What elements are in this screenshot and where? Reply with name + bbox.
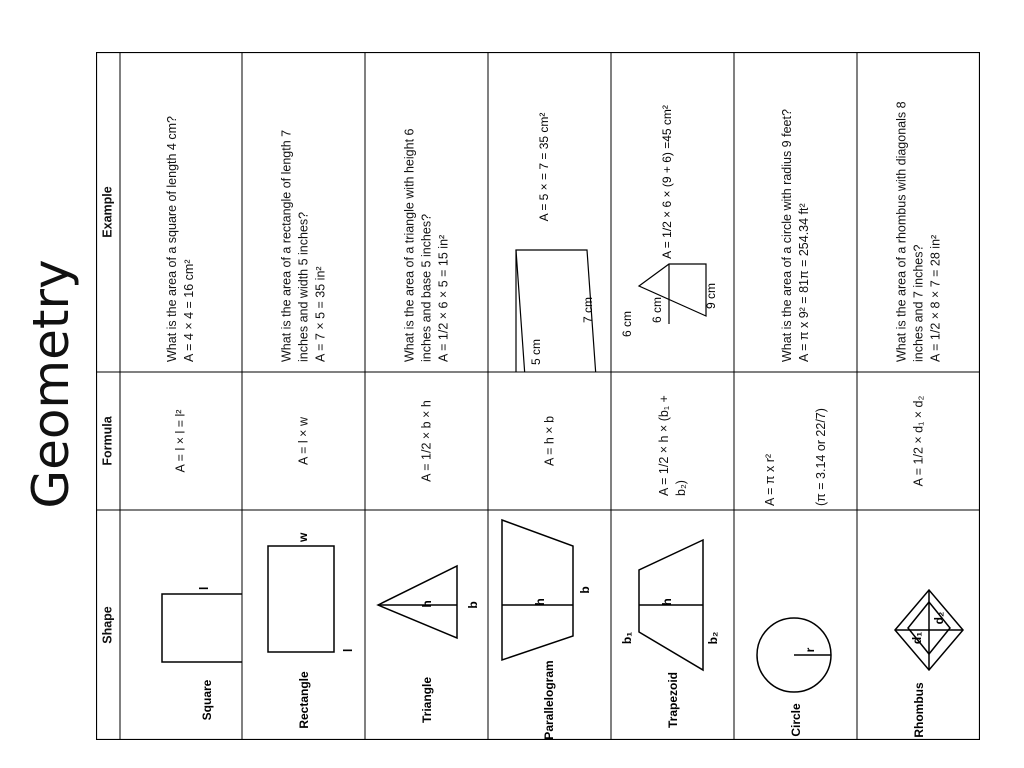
example-text-line: What is the area of a square of length 4 cm? [165,116,180,362]
rhombus-d1-label: d₁ [910,631,924,645]
example-text-line: A = 1/2 × 8 × 7 = 28 in² [927,234,942,362]
example-text-line: inches and base 5 inches? [419,213,434,362]
triangle-shape [378,566,457,638]
example-text-line: A = 4 × 4 = 16 cm² [182,259,196,362]
example-text-line: inches and width 5 inches? [296,211,311,362]
example-square [120,52,242,372]
parallelogram-example-figure [488,52,611,372]
shape-name: Parallelogram [542,660,556,740]
header-shape: Shape [100,606,115,644]
rectangle-length-label: l [341,648,355,652]
example-circle [734,52,857,372]
example-text-line: What is the area of a circle with radius 9 feet? [779,109,794,362]
geometry-table [96,52,980,740]
trapezoid-example-b1: 6 cm [620,310,634,338]
parallelogram-height-label: h [533,598,547,606]
header-formula: Formula [100,416,115,466]
example-text-line: inches and 7 inches? [911,244,926,362]
parallelogram-figure [488,510,611,740]
shape-name: Circle [789,703,803,737]
trapezoid-figure [611,510,734,740]
shape-name: Trapezoid [666,671,680,729]
rhombus-figure [857,510,980,740]
rectangle-width-label: w [296,532,310,542]
trapezoid-b2-label: b₂ [706,631,720,645]
formula-rectangle: A = l × w [296,417,311,465]
rhombus-d2-label: d₂ [932,611,946,625]
example-text-line: A = 5 × = 7 = 35 cm² [537,112,551,222]
example-trapezoid [611,52,734,372]
example-rectangle [242,52,365,372]
parallelogram-example-height: 5 cm [529,338,543,366]
example-text-line: A = 1/2 × 6 × (9 + 6) =45 cm² [660,105,674,259]
formula-circle: A = π x r² (π = 3.14 or 22/7) [734,372,857,510]
shape-square [120,510,242,740]
square-side-label: l [197,586,211,590]
shape-name: Rectangle [297,671,311,729]
trapezoid-b1-label: b₁ [620,631,634,645]
example-rhombus [857,52,980,372]
rectangle-figure [242,510,365,740]
trapezoid-example-height: 6 cm [650,296,664,324]
rectangle-shape [268,546,334,652]
triangle-figure [365,510,488,740]
formula-rhombus: A = 1/2 × d₁ × d₂ [911,395,926,487]
formula-triangle: A = 1/2 × b × h [419,400,434,482]
shape-rectangle [242,510,365,740]
trapezoid-height-label: h [660,598,674,606]
formula-parallelogram: A = h × b [542,415,557,467]
shape-trapezoid [611,510,734,740]
example-text-line: What is the area of a triangle with height 6 [402,128,417,362]
triangle-base-label: b [466,601,480,609]
trapezoid-example-b2: 9 cm [704,282,718,310]
header-example: Example [100,186,115,238]
shape-circle [734,510,857,740]
square-shape [162,594,242,662]
parallelogram-example-base: 7 cm [581,296,595,324]
square-figure [120,510,242,740]
example-text-line: A = π x 9² = 81π = 254.34 ft² [796,203,811,362]
example-text-line: What is the area of a rhombus with diagonals 8 [894,101,909,362]
parallelogram-base-label: b [578,586,592,594]
shape-name: Rhombus [912,682,926,738]
triangle-height-label: h [420,600,434,608]
shape-name: Triangle [420,676,434,724]
parallelogram-shape [502,520,573,660]
circle-figure [734,510,857,740]
example-text-line: A = 1/2 × 6 × 5 = 15 in² [435,234,450,362]
shape-name: Square [200,679,214,721]
circle-radius-label: r [803,647,817,653]
example-text-line: A = 7 × 5 = 35 in² [312,266,327,362]
example-parallelogram [488,52,611,372]
shape-rhombus [857,510,980,740]
shape-triangle [365,510,488,740]
example-text-line: What is the area of a rectangle of length 7 [279,129,294,362]
example-triangle [365,52,488,372]
slide-title: Geometry [22,259,80,509]
formula-trapezoid: A = 1/2 × h × (b₁ + b₂) [656,395,688,496]
pi-note: (π = 3.14 or 22/7) [813,408,828,506]
trapezoid-example-figure [611,52,734,372]
formula-square: A = l × l = l² [173,409,188,473]
shape-parallelogram [488,510,611,740]
